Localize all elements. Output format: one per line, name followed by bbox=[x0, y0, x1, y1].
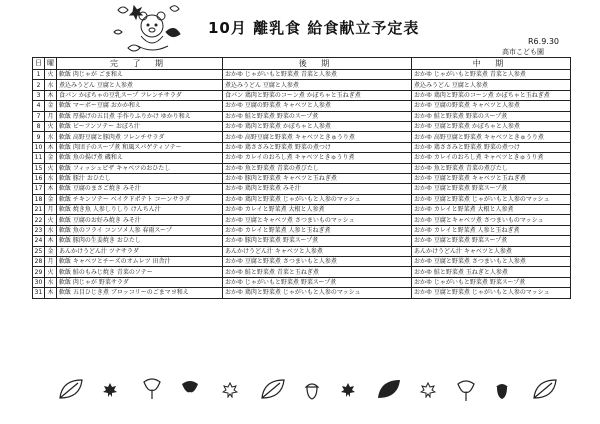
weekday-cell: 月 bbox=[45, 257, 57, 267]
late-menu-cell: 煮込みうどん 豆腐と人参煮 bbox=[223, 80, 412, 90]
complete-menu-cell: 軟飯 肉じゃが 野菜サラダ bbox=[57, 277, 223, 287]
day-cell: 11 bbox=[33, 153, 45, 163]
complete-menu-cell: 軟飯 魚の揚げ煮 磯和え bbox=[57, 153, 223, 163]
late-menu-cell: おかゆ 豆腐とキャベツ煮 さつまいものマッシュ bbox=[223, 215, 412, 225]
table-row bbox=[33, 80, 571, 90]
maple-leaf-icon bbox=[340, 382, 356, 398]
complete-menu-cell: 軟飯 肉団子のスープ煮 和風スパゲティソテー bbox=[57, 142, 223, 152]
table-row bbox=[33, 70, 571, 80]
column-header-weekday: 曜 bbox=[45, 58, 57, 70]
table-row bbox=[33, 121, 571, 131]
day-cell: 29 bbox=[33, 267, 45, 277]
complete-menu-cell: 軟飯 魚のフライ コンソメ人参 春雨スープ bbox=[57, 225, 223, 235]
mid-menu-cell: おかゆ 鶏肉と野菜のコーン煮 かぼちゃと玉ねぎ煮 bbox=[412, 90, 571, 100]
column-header-late: 後 期 bbox=[223, 58, 412, 70]
weekday-cell: 水 bbox=[45, 225, 57, 235]
day-cell: 1 bbox=[33, 70, 45, 80]
menu-table bbox=[32, 57, 571, 299]
late-menu-cell: おかゆ 豚肉と野菜煮 キャベツと玉ねぎ煮 bbox=[223, 173, 412, 183]
day-cell: 25 bbox=[33, 246, 45, 256]
day-cell: 9 bbox=[33, 132, 45, 142]
table-row bbox=[33, 153, 571, 163]
weekday-cell: 火 bbox=[45, 215, 57, 225]
day-cell: 17 bbox=[33, 184, 45, 194]
late-menu-cell: おかゆ カレイのおろし煮 キャベツときゅうり煮 bbox=[223, 153, 412, 163]
leaf-icon bbox=[260, 378, 286, 400]
table-header-row bbox=[33, 58, 571, 70]
complete-menu-cell: 軟飯 豆腐のまさご焼き みそ汁 bbox=[57, 184, 223, 194]
table-row bbox=[33, 111, 571, 121]
late-menu-cell: おかゆ 鶏肉と野菜煮 じゃがいもと人参のマッシュ bbox=[223, 194, 412, 204]
complete-menu-cell: 軟飯 フィッシュピザ キャベツのおひたし bbox=[57, 163, 223, 173]
late-menu-cell: おかゆ カレイと野菜煮 大根と人参煮 bbox=[223, 205, 412, 215]
weekday-cell: 水 bbox=[45, 132, 57, 142]
day-cell: 4 bbox=[33, 101, 45, 111]
column-header-complete: 完 了 期 bbox=[57, 58, 223, 70]
complete-menu-cell: 軟飯 キャベツとチーズのオムレツ 田舎汁 bbox=[57, 257, 223, 267]
mid-menu-cell: おかゆ 鮭と野菜煮 玉ねぎと人参煮 bbox=[412, 267, 571, 277]
weekday-cell: 金 bbox=[45, 153, 57, 163]
day-cell: 21 bbox=[33, 205, 45, 215]
complete-menu-cell: 軟飯 焼き魚 人参しりしり けんちん汁 bbox=[57, 205, 223, 215]
table-row bbox=[33, 184, 571, 194]
complete-menu-cell: 煮込みうどん 豆腐と人参煮 bbox=[57, 80, 223, 90]
late-menu-cell: おかゆ 鶏肉と野菜煮 みそ汁 bbox=[223, 184, 412, 194]
acorn-icon bbox=[304, 380, 320, 400]
day-cell: 7 bbox=[33, 111, 45, 121]
mid-menu-cell: おかゆ じゃがいもと野菜煮 野菜スープ煮 bbox=[412, 277, 571, 287]
late-menu-cell: おかゆ カレイと野菜煮 人参と玉ねぎ煮 bbox=[223, 225, 412, 235]
mid-menu-cell: おかゆ 鮭と野菜煮 野菜のスープ煮 bbox=[412, 111, 571, 121]
late-menu-cell: 食パン 鶏肉と野菜のコーン煮 かぼちゃと玉ねぎ煮 bbox=[223, 90, 412, 100]
weekday-cell: 金 bbox=[45, 194, 57, 204]
weekday-cell: 月 bbox=[45, 205, 57, 215]
leaf-icon bbox=[376, 378, 402, 400]
school-name: 高市こども園 bbox=[502, 48, 544, 56]
leaf-icon bbox=[532, 378, 558, 400]
table-row bbox=[33, 132, 571, 142]
late-menu-cell: あんかけうどん汁 キャベツと人参煮 bbox=[223, 246, 412, 256]
footer-decoration bbox=[40, 372, 580, 412]
complete-menu-cell: 軟飯 厚揚げの五目煮 手作りふりかけ ゆかり和え bbox=[57, 111, 223, 121]
late-menu-cell: おかゆ 鮭と野菜煮 青菜と玉ねぎ煮 bbox=[223, 267, 412, 277]
table-row bbox=[33, 205, 571, 215]
weekday-cell: 水 bbox=[45, 173, 57, 183]
late-menu-cell: おかゆ 鶏肉と野菜煮 じゃがいもと人参のマッシュ bbox=[223, 288, 412, 298]
mid-menu-cell: おかゆ 豆腐と野菜煮 キャベツと玉ねぎ煮 bbox=[412, 173, 571, 183]
complete-menu-cell: 軟飯 五目ひじき煮 ブロッコリーのごまマヨ和え bbox=[57, 288, 223, 298]
late-menu-cell: おかゆ じゃがいもと野菜煮 野菜スープ煮 bbox=[223, 277, 412, 287]
table-row bbox=[33, 225, 571, 235]
weekday-cell: 木 bbox=[45, 184, 57, 194]
table-row bbox=[33, 194, 571, 204]
acorn-icon bbox=[494, 380, 510, 400]
mid-menu-cell: おかゆ 豆腐と野菜煮 かぼちゃと人参煮 bbox=[412, 121, 571, 131]
mid-menu-cell: おかゆ カレイと野菜煮 大根と人参煮 bbox=[412, 205, 571, 215]
weekday-cell: 火 bbox=[45, 163, 57, 173]
day-cell: 2 bbox=[33, 80, 45, 90]
table-row bbox=[33, 142, 571, 152]
table-row bbox=[33, 90, 571, 100]
table-row bbox=[33, 288, 571, 298]
mid-menu-cell: おかゆ 豆腐と野菜煮 野菜スープ煮 bbox=[412, 184, 571, 194]
weekday-cell: 水 bbox=[45, 277, 57, 287]
weekday-cell: 木 bbox=[45, 142, 57, 152]
late-menu-cell: おかゆ 豆腐の野菜煮 キャベツと人参煮 bbox=[223, 101, 412, 111]
column-header-mid: 中 期 bbox=[412, 58, 571, 70]
maple-leaf-icon bbox=[222, 382, 238, 398]
complete-menu-cell: 軟飯 肉じゃが ごま和え bbox=[57, 70, 223, 80]
weekday-cell: 水 bbox=[45, 80, 57, 90]
page-title: 10月 離乳食 給食献立予定表 bbox=[208, 19, 420, 37]
table-row bbox=[33, 267, 571, 277]
mascot-bear-icon bbox=[108, 2, 190, 58]
ginkgo-leaf-icon bbox=[142, 378, 162, 400]
weekday-cell: 月 bbox=[45, 111, 57, 121]
complete-menu-cell: 軟飯 高野豆腐と豚肉煮 フレンチサラダ bbox=[57, 132, 223, 142]
table-row bbox=[33, 257, 571, 267]
maple-leaf-icon bbox=[102, 382, 118, 398]
mid-menu-cell: おかゆ 高野豆腐と野菜煮 キャベツときゅうり煮 bbox=[412, 132, 571, 142]
complete-menu-cell: 軟飯 豆腐のお好み焼き みそ汁 bbox=[57, 215, 223, 225]
mid-menu-cell: おかゆ 豆腐と野菜煮 じゃがいもと人参のマッシュ bbox=[412, 194, 571, 204]
day-cell: 3 bbox=[33, 90, 45, 100]
day-cell: 28 bbox=[33, 257, 45, 267]
complete-menu-cell: 軟飯 チキンソテー ベイクドポテト コーンサラダ bbox=[57, 194, 223, 204]
table-row bbox=[33, 246, 571, 256]
mid-menu-cell: おかゆ 魚と野菜煮 青菜の煮びたし bbox=[412, 163, 571, 173]
page-header bbox=[0, 0, 600, 58]
complete-menu-cell: 食パン かぼちゃの豆乳スープ フレンチサラダ bbox=[57, 90, 223, 100]
weekday-cell: 火 bbox=[45, 121, 57, 131]
complete-menu-cell: 軟飯 ビーフンソテー おぼろ汁 bbox=[57, 121, 223, 131]
mid-menu-cell: おかゆ 豆腐の野菜煮 キャベツと人参煮 bbox=[412, 101, 571, 111]
complete-menu-cell: あんかけうどん汁 ツナサラダ bbox=[57, 246, 223, 256]
day-cell: 22 bbox=[33, 215, 45, 225]
ginkgo-leaf-icon bbox=[456, 380, 476, 402]
day-cell: 18 bbox=[33, 194, 45, 204]
day-cell: 10 bbox=[33, 142, 45, 152]
mid-menu-cell: あんかけうどん汁 キャベツと人参煮 bbox=[412, 246, 571, 256]
table-row bbox=[33, 163, 571, 173]
late-menu-cell: おかゆ 魚と野菜煮 青菜の煮びたし bbox=[223, 163, 412, 173]
issue-date: R6.9.30 bbox=[528, 37, 560, 46]
weekday-cell: 火 bbox=[45, 267, 57, 277]
late-menu-cell: おかゆ 鶏ささみと野菜煮 野菜の煮つけ bbox=[223, 142, 412, 152]
table-row bbox=[33, 277, 571, 287]
table-row bbox=[33, 236, 571, 246]
day-cell: 16 bbox=[33, 173, 45, 183]
weekday-cell: 木 bbox=[45, 90, 57, 100]
mid-menu-cell: おかゆ 豆腐と野菜煮 じゃがいもと人参のマッシュ bbox=[412, 288, 571, 298]
ginkgo-leaf-icon bbox=[180, 380, 200, 402]
table-row bbox=[33, 101, 571, 111]
mid-menu-cell: おかゆ 豆腐とキャベツ煮 さつまいものマッシュ bbox=[412, 215, 571, 225]
weekday-cell: 木 bbox=[45, 236, 57, 246]
mid-menu-cell: おかゆ カレイのおろし煮 キャベツときゅうり煮 bbox=[412, 153, 571, 163]
day-cell: 24 bbox=[33, 236, 45, 246]
late-menu-cell: おかゆ 鶏肉と野菜煮 かぼちゃと人参煮 bbox=[223, 121, 412, 131]
day-cell: 8 bbox=[33, 121, 45, 131]
late-menu-cell: おかゆ 豆腐と野菜煮 さつまいもと人参煮 bbox=[223, 257, 412, 267]
late-menu-cell: おかゆ じゃがいもと野菜煮 青菜と人参煮 bbox=[223, 70, 412, 80]
column-header-day: 日 bbox=[33, 58, 45, 70]
day-cell: 31 bbox=[33, 288, 45, 298]
weekday-cell: 木 bbox=[45, 288, 57, 298]
mid-menu-cell: おかゆ じゃがいもと野菜煮 青菜と人参煮 bbox=[412, 70, 571, 80]
day-cell: 30 bbox=[33, 277, 45, 287]
complete-menu-cell: 軟飯 マーボー豆腐 おかか和え bbox=[57, 101, 223, 111]
weekday-cell: 金 bbox=[45, 246, 57, 256]
late-menu-cell: おかゆ 豚肉と野菜煮 野菜スープ煮 bbox=[223, 236, 412, 246]
day-cell: 15 bbox=[33, 163, 45, 173]
weekday-cell: 金 bbox=[45, 101, 57, 111]
mid-menu-cell: おかゆ 豆腐と野菜煮 野菜スープ煮 bbox=[412, 236, 571, 246]
maple-leaf-icon bbox=[420, 382, 436, 398]
late-menu-cell: おかゆ 高野豆腐と野菜煮 キャベツときゅうり煮 bbox=[223, 132, 412, 142]
table-row bbox=[33, 173, 571, 183]
mid-menu-cell: おかゆ 豆腐と野菜煮 さつまいもと人参煮 bbox=[412, 257, 571, 267]
mid-menu-cell: おかゆ 鶏ささみと野菜煮 野菜の煮つけ bbox=[412, 142, 571, 152]
leaf-icon bbox=[58, 378, 84, 400]
complete-menu-cell: 軟飯 豚汁 おひたし bbox=[57, 173, 223, 183]
day-cell: 23 bbox=[33, 225, 45, 235]
complete-menu-cell: 軟飯 豚肉の生姜焼き おひたし bbox=[57, 236, 223, 246]
late-menu-cell: おかゆ 鮭と野菜煮 野菜のスープ煮 bbox=[223, 111, 412, 121]
weekday-cell: 火 bbox=[45, 70, 57, 80]
table-row bbox=[33, 215, 571, 225]
complete-menu-cell: 軟飯 鮭のもみじ焼き 青菜のソテー bbox=[57, 267, 223, 277]
mid-menu-cell: 煮込みうどん 豆腐と人参煮 bbox=[412, 80, 571, 90]
mid-menu-cell: おかゆ カレイと野菜煮 人参と玉ねぎ煮 bbox=[412, 225, 571, 235]
